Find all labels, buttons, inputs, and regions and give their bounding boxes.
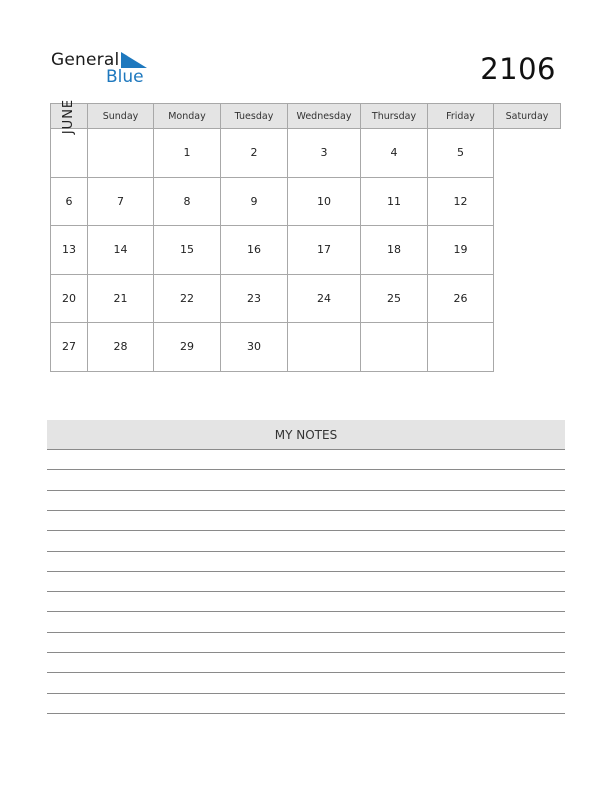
day-cell: 6	[51, 177, 88, 226]
note-line	[47, 611, 565, 612]
weekday-header: Monday	[154, 104, 221, 129]
day-cell: 9	[221, 177, 288, 226]
week-row	[51, 177, 561, 226]
week-row	[51, 323, 561, 372]
weekday-header: Friday	[428, 104, 494, 129]
day-cell: 27	[51, 323, 88, 372]
day-cell: 4	[361, 129, 428, 178]
day-cell: 10	[288, 177, 361, 226]
day-cell: 30	[221, 323, 288, 372]
brand-logo	[51, 50, 161, 90]
weekday-header: Saturday	[494, 104, 561, 129]
note-line	[47, 551, 565, 552]
logo-text-blue: Blue	[106, 67, 144, 87]
week-row	[51, 226, 561, 275]
note-line	[47, 591, 565, 592]
day-cell	[88, 129, 154, 178]
day-cell: 1	[154, 129, 221, 178]
day-cell: 8	[154, 177, 221, 226]
notes-header	[47, 420, 565, 449]
day-cell: 5	[428, 129, 494, 178]
note-line	[47, 571, 565, 572]
day-cell: 14	[88, 226, 154, 275]
day-cell: 23	[221, 274, 288, 323]
note-line	[47, 672, 565, 673]
note-line	[47, 713, 565, 714]
weekday-header: Sunday	[88, 104, 154, 129]
day-cell: 2	[221, 129, 288, 178]
weekday-header: Wednesday	[288, 104, 361, 129]
day-cell: 7	[88, 177, 154, 226]
note-line	[47, 632, 565, 633]
day-cell: 11	[361, 177, 428, 226]
month-label-cell	[51, 98, 88, 134]
day-cell: 3	[288, 129, 361, 178]
note-line	[47, 652, 565, 653]
day-cell: 17	[288, 226, 361, 275]
note-line	[47, 510, 565, 511]
day-cell	[288, 323, 361, 372]
notes-title: MY NOTES	[274, 427, 338, 442]
day-cell: 25	[361, 274, 428, 323]
weekday-header-row	[51, 104, 561, 129]
weekday-header: Thursday	[361, 104, 428, 129]
day-cell	[361, 323, 428, 372]
day-cell: 21	[88, 274, 154, 323]
month-label: JUNE	[61, 98, 77, 134]
day-cell: 24	[288, 274, 361, 323]
weekday-header: Tuesday	[221, 104, 288, 129]
week-row	[51, 129, 561, 178]
week-row	[51, 274, 561, 323]
calendar-grid	[50, 98, 561, 372]
day-cell: 22	[154, 274, 221, 323]
note-line	[47, 469, 565, 470]
note-line	[47, 449, 565, 450]
day-cell: 28	[88, 323, 154, 372]
day-cell: 26	[428, 274, 494, 323]
day-cell: 18	[361, 226, 428, 275]
day-cell: 16	[221, 226, 288, 275]
note-line	[47, 490, 565, 491]
year-title: 2106	[480, 52, 556, 86]
note-line	[47, 693, 565, 694]
day-cell	[51, 129, 88, 178]
note-line	[47, 530, 565, 531]
day-cell: 15	[154, 226, 221, 275]
day-cell: 12	[428, 177, 494, 226]
day-cell: 29	[154, 323, 221, 372]
day-cell: 13	[51, 226, 88, 275]
day-cell: 20	[51, 274, 88, 323]
logo-triangle-icon	[121, 52, 147, 68]
day-cell: 19	[428, 226, 494, 275]
logo-text-general: General	[51, 50, 120, 70]
day-cell	[428, 323, 494, 372]
